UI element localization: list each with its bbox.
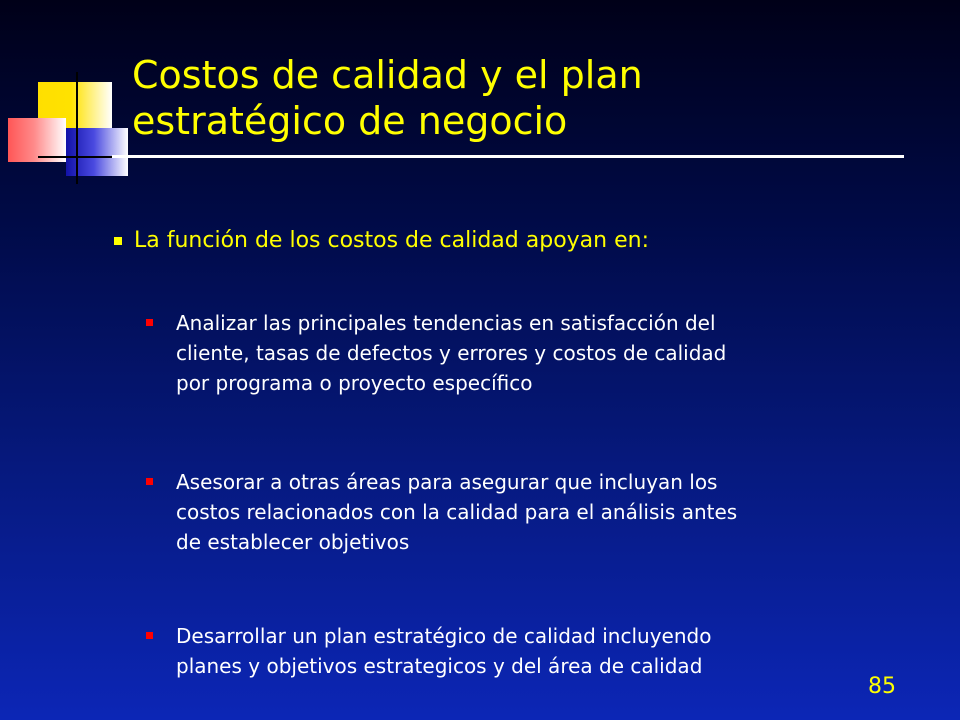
sub-bullet-2-line-3: de establecer objetivos: [176, 530, 410, 554]
sub-bullet-2-line-1: Asesorar a otras áreas para asegurar que incluyan los: [176, 470, 718, 494]
sub-bullet-marker: [146, 478, 153, 485]
sub-bullet-1-line-1: Analizar las principales tendencias en satisfacción del: [176, 311, 716, 335]
slide-title-line-2: estratégico de negocio: [132, 99, 568, 143]
decorative-logo: [0, 0, 140, 190]
sub-bullet-3-line-2: planes y objetivos estrategicos y del área de calidad: [176, 654, 703, 678]
slide-title-line-1: Costos de calidad y el plan: [132, 53, 643, 97]
sub-bullet-marker: [146, 319, 153, 326]
sub-bullet-3-line-1: Desarrollar un plan estratégico de calidad incluyendo: [176, 624, 712, 648]
sub-bullet-1-line-3: por programa o proyecto específico: [176, 371, 533, 395]
main-bullet-marker: [114, 237, 122, 245]
sub-bullet-1-line-2: cliente, tasas de defectos y errores y costos de calidad: [176, 341, 727, 365]
page-number: 85: [868, 674, 896, 699]
title-underline: [112, 155, 904, 158]
slide-title: [132, 52, 912, 144]
sub-bullet-marker: [146, 632, 153, 639]
vertical-line: [76, 72, 78, 184]
sub-bullet-2-line-2: costos relacionados con la calidad para el análisis antes: [176, 500, 738, 524]
main-bullet-text: La función de los costos de calidad apoyan en:: [134, 228, 649, 253]
